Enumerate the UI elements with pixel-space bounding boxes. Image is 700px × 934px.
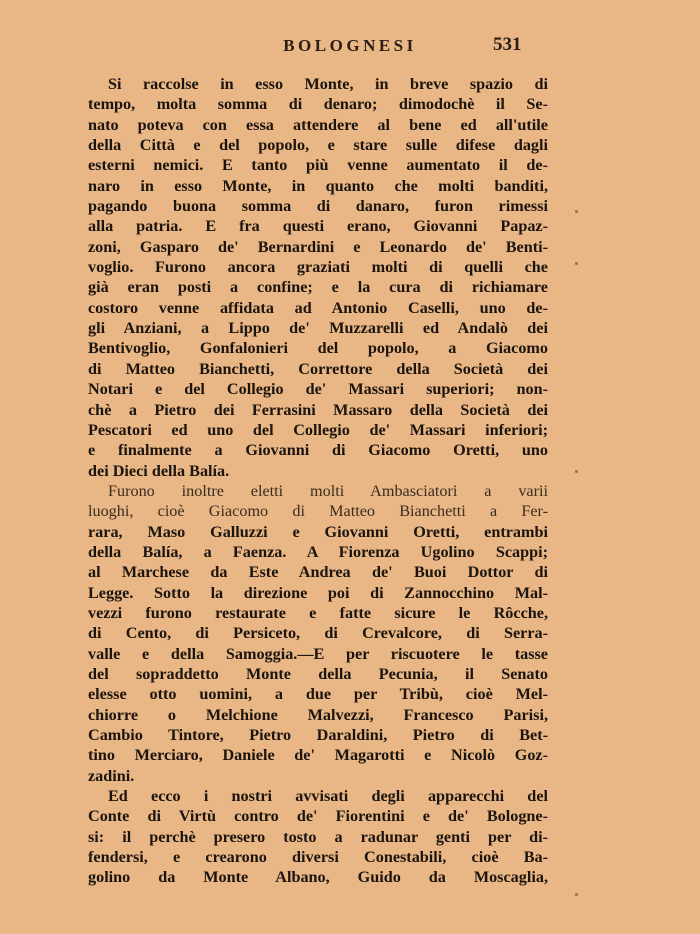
page-number: 531 (493, 34, 522, 55)
text-line: della Balía, a Faenza. A Fiorenza Ugolino Scappi; (88, 542, 548, 561)
text-line: Bentivoglio, Gonfalonieri del popolo, a Giacomo (88, 339, 548, 358)
text-line: di Cento, di Persiceto, di Crevalcore, di Serra- (88, 624, 548, 643)
paper-speck (575, 262, 578, 265)
text-line: di Matteo Bianchetti, Correttore della Società dei (88, 359, 548, 378)
running-header: BOLOGNESI (283, 36, 417, 55)
text-line: Legge. Sotto la direzione poi di Zannocchino Mal- (88, 583, 548, 602)
text-line: golino da Monte Albano, Guido da Moscaglia, (88, 868, 548, 887)
text-line: Furono inoltre eletti molti Ambasciatori a varii (108, 481, 548, 500)
text-line: pagando buona somma di danaro, furon rimessi (88, 197, 548, 216)
text-line: tino Merciaro, Daniele de' Magarotti e Nicolò Goz- (88, 746, 548, 765)
text-line: luoghi, cioè Giacomo di Matteo Bianchetti a Fer- (88, 502, 548, 521)
text-line: voglio. Furono ancora graziati molti di quelli che (88, 258, 548, 277)
text-line: valle e della Samoggia.—E per riscuotere le tasse (88, 644, 548, 663)
paper-speck (575, 210, 578, 213)
text-line: e finalmente a Giovanni di Giacomo Oretti, uno (88, 441, 548, 460)
paper-speck (575, 893, 578, 896)
body-text (88, 74, 548, 888)
text-line: del sopraddetto Monte della Pecunia, il Senato (88, 664, 548, 683)
text-line: nato poteva con essa attendere al bene ed all'utile (88, 115, 548, 134)
text-line: Conte di Virtù contro de' Fiorentini e de' Bologne- (88, 807, 548, 826)
text-line: costoro venne affidata ad Antonio Caselli, uno de- (88, 298, 548, 317)
text-line: vezzi furono restaurate e fatte sicure le Rôcche, (88, 603, 548, 622)
text-line: si: il perchè presero tosto a radunar genti per di- (88, 827, 548, 846)
text-line: zadini. (88, 766, 135, 785)
paper-speck (575, 470, 578, 473)
text-line: fendersi, e crearono diversi Conestabili, cioè Ba- (88, 848, 548, 867)
text-line: Ed ecco i nostri avvisati degli apparecchi del (108, 787, 548, 806)
text-line: chè a Pietro dei Ferrasini Massaro della Società dei (88, 400, 548, 419)
text-line: Si raccolse in esso Monte, in breve spazio di (108, 75, 548, 93)
text-line: naro in esso Monte, in quanto che molti banditi, (88, 176, 548, 195)
text-line: della Città e del popolo, e stare sulle difese dagli (88, 136, 548, 155)
text-line: zoni, Gasparo de' Bernardini e Leonardo de' Benti- (88, 237, 548, 256)
text-line: dei Dieci della Balía. (88, 461, 230, 480)
text-line: Notari e del Collegio de' Massari superiori; non- (88, 380, 548, 399)
text-line: elesse otto uomini, a due per Tribù, cioè Mel- (88, 685, 548, 704)
text-line: tempo, molta somma di denaro; dimodochè il Se- (88, 95, 548, 114)
text-line: Cambio Tintore, Pietro Daraldini, Pietro di Bet- (88, 726, 548, 744)
text-line: già eran posti a confine; e la cura di richiamare (88, 278, 548, 297)
text-line: al Marchese da Este Andrea de' Buoi Dottor di (88, 563, 548, 582)
text-line: rara, Maso Galluzzi e Giovanni Oretti, entrambi (88, 522, 548, 541)
text-line: esterni nemici. E tanto più venne aumentato il de- (88, 156, 548, 175)
text-line: chiorre o Melchione Malvezzi, Francesco Parisi, (88, 705, 548, 724)
text-line: alla patria. E fra questi erano, Giovanni Papaz- (88, 217, 548, 236)
text-line: gli Anziani, a Lippo de' Muzzarelli ed Andalò dei (88, 319, 548, 338)
text-line: Pescatori ed uno del Collegio de' Massari inferiori; (88, 420, 548, 439)
